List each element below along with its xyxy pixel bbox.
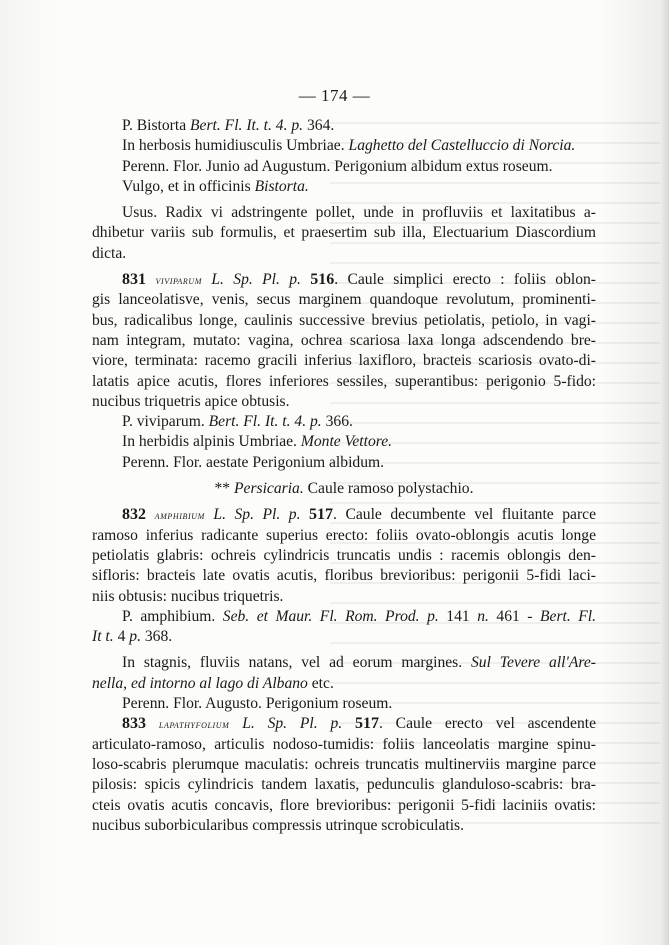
italic-reference: L. Sp. Pl. p. <box>229 715 355 733</box>
text-segment: gis lanceolatisve, venis, secus marginem quandoque revolutum, prominenti- <box>92 291 596 309</box>
italic-reference: nella, ed intorno al lago di Albano <box>92 674 312 692</box>
italic-reference: Bert. Fl. <box>540 607 597 625</box>
text-line <box>92 331 596 351</box>
italic-reference: Bert. Fl. It. t. 4. p. <box>190 117 307 134</box>
text-segment: articulato-ramoso, articulis nodoso-tumidis: foliis lanceolatis margine spinu- <box>92 735 596 753</box>
text-segment: 364. <box>306 117 335 134</box>
text-segment: nucibus triquetris apice obtusis. <box>92 392 290 410</box>
text-segment: nucibus suborbicularibus compressis utrinque scrobiculatis. <box>92 816 465 834</box>
text-line <box>92 694 596 714</box>
text-line <box>92 714 596 734</box>
text-segment: pilosis: spicis cylindricis tandem laxatis, pedunculis glanduloso-scabris: bra- <box>92 776 596 794</box>
text-segment: . Caule decumbente vel fluitante parce <box>333 506 596 524</box>
text-segment: bus, radicalibus longe, caulinis successive brevius petiolatis, petiolo, in vagi- <box>92 311 596 329</box>
text-segment: P. amphibium. <box>122 607 223 625</box>
text-segment: petiolatis glabris: ochreis cylindricis truncatis undis : racemis oblongis den- <box>92 546 596 564</box>
entry-number: 516 <box>310 271 335 289</box>
italic-reference: Bistorta. <box>254 177 309 195</box>
text-line <box>92 546 596 566</box>
text-line <box>92 432 596 452</box>
text-line <box>92 136 596 156</box>
text-segment: . Caule erecto vel ascendente <box>378 715 597 733</box>
text-segment: ramoso inferius radicante superius erecto: foliis ovato-oblongis acutis longe <box>92 526 596 544</box>
text-segment: latatis apice acutis, flores inferiores sessiles, superantibus: perigonio 5-fido: <box>92 372 596 390</box>
text-segment: ** <box>214 480 234 498</box>
text-segment: P. viviparum. <box>122 413 209 431</box>
italic-reference: Persicaria. <box>234 480 304 498</box>
text-line <box>92 735 596 755</box>
text-line <box>92 453 596 473</box>
text-line <box>92 177 596 197</box>
italic-reference: Bert. Fl. It. t. 4. p. <box>208 413 326 431</box>
text-line <box>92 566 596 586</box>
text-line <box>92 607 596 627</box>
text-segment: Perenn. Flor. aestate Perigonium albidum. <box>122 453 385 471</box>
text-segment: Usus. Radix vi adstringente pollet, unde in profluviis et laxitatibus a- <box>122 204 596 222</box>
text-segment: 366. <box>325 413 353 431</box>
text-segment: Perenn. Flor. Augusto. Perigonium roseum. <box>122 695 393 713</box>
text-segment: loso-scabris plerumque maculatis: ochreis truncatis multinerviis margine parce <box>92 755 596 773</box>
text-segment: In herbosis humidiusculis Umbriae. <box>122 137 349 155</box>
entry-number: 833 <box>122 715 159 733</box>
text-line <box>92 674 596 694</box>
text-line <box>92 479 596 499</box>
text-segment: In herbidis alpinis Umbriae. <box>122 433 301 451</box>
italic-reference: n. <box>477 607 497 625</box>
entry-number: 831 <box>122 271 156 289</box>
italic-reference: L. Sp. Pl. p. <box>204 506 310 524</box>
italic-reference: Laghetto del Castelluccio di Norcia. <box>348 137 576 155</box>
text-line <box>92 223 596 243</box>
text-line <box>92 244 596 264</box>
text-segment: 461 - <box>496 607 540 625</box>
text-line <box>92 796 596 816</box>
text-line <box>92 816 596 836</box>
text-line <box>92 755 596 775</box>
italic-reference: Sul Tevere all'Are- <box>471 654 596 672</box>
text-line <box>92 116 596 136</box>
text-line <box>92 290 596 310</box>
italic-reference: Monte Vettore. <box>300 433 393 451</box>
text-segment: sifloris: bracteis late ovatis acutis, floribus brevioribus: perigonii 5-fidi laci- <box>92 567 596 585</box>
text-segment: 141 <box>446 607 478 625</box>
text-segment: cteis ovatis acutis concavis, flore brevioribus: perigonii 5-fidi laciniis ovatis: <box>92 796 596 814</box>
entry-number: 517 <box>354 715 379 733</box>
italic-reference: It t. <box>92 628 118 646</box>
text-segment: 368. <box>144 628 173 646</box>
text-segment: nam integram, mutato: vagina, ochrea scariosa laxa longa adscendendo bre- <box>92 331 596 349</box>
text-segment: dicta. <box>92 244 127 262</box>
text-line <box>92 311 596 331</box>
page-number: — 174 — <box>298 86 371 105</box>
entry-number: 832 <box>122 506 155 524</box>
text-segment: etc. <box>311 674 334 692</box>
species-name: lapathyfolium <box>158 717 230 732</box>
text-segment: Caule ramoso polystachio. <box>303 480 474 498</box>
text-line <box>92 270 596 290</box>
text-segment: Perenn. Flor. Junio ad Augustum. Perigonium albidum extus roseum. <box>122 157 553 175</box>
species-name: amphibium <box>154 508 205 523</box>
entry-number: 517 <box>309 506 334 524</box>
text-segment: 4 <box>117 628 130 646</box>
text-line <box>92 351 596 371</box>
text-line <box>92 203 596 223</box>
text-line <box>92 392 596 412</box>
text-segment: Vulgo, et in officinis <box>122 177 255 195</box>
text-line <box>92 587 596 607</box>
text-line <box>92 372 596 392</box>
text-line <box>92 157 596 177</box>
text-segment: dhibetur variis sub formulis, et praesertim sub illa, Electuarium Diascordium <box>92 224 596 242</box>
text-segment: niis obtusis: nucibus triquetris. <box>92 587 284 605</box>
text-line <box>92 412 596 432</box>
italic-reference: Seb. et Maur. Fl. Rom. Prod. p. <box>222 607 447 625</box>
text-segment: viore, terminata: racemo gracili inferius laxifloro, bracteis scariosis ovato-di- <box>92 352 596 370</box>
text-segment: P. Bistorta <box>122 117 191 134</box>
species-name: viviparum <box>155 273 203 288</box>
italic-reference: L. Sp. Pl. p. <box>202 271 311 289</box>
text-line <box>92 526 596 546</box>
text-line <box>92 505 596 525</box>
text-line <box>92 775 596 795</box>
text-line <box>92 627 596 647</box>
body-text <box>92 116 596 836</box>
text-segment: In stagnis, fluviis natans, vel ad eorum margines. <box>122 654 471 672</box>
text-line <box>92 653 596 673</box>
text-segment: . Caule simplici erecto : foliis oblon- <box>334 271 596 289</box>
italic-reference: p. <box>129 628 145 646</box>
